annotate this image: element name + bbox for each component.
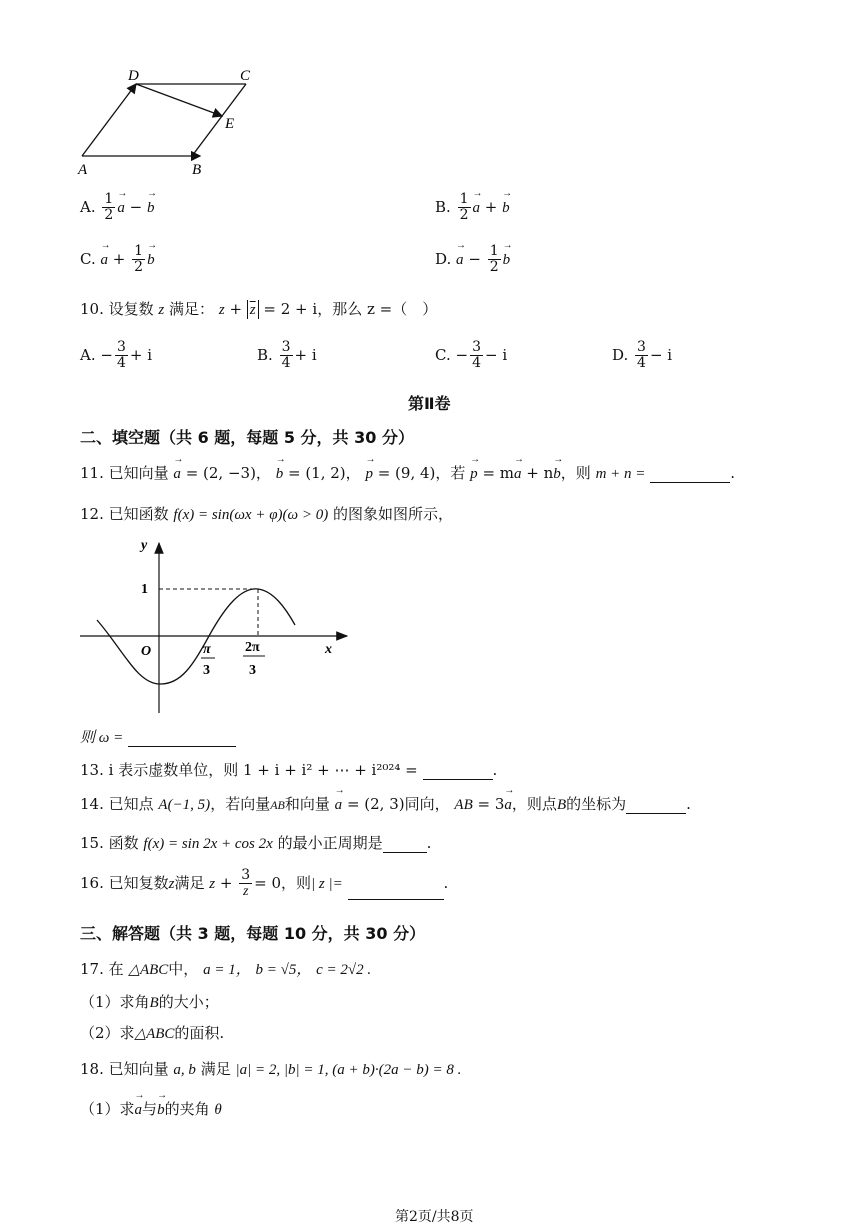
label-A: A xyxy=(78,162,88,178)
q18-part1: （1）求→ a与→ b的夹角 θ xyxy=(80,1098,222,1119)
q10-option-d: D. $\frac{3}{4}$ − i xyxy=(612,339,673,372)
q18-stem: 18. 已知向量 a, b 满足 |a| = 2, |b| = 1, (a + b)·(2a − b) = 8 . xyxy=(80,1060,462,1078)
answer-blank[interactable] xyxy=(650,468,730,483)
q9-option-d: D. → a − $\frac{1}{2}$ → b xyxy=(435,244,510,276)
parallelogram-figure xyxy=(70,60,270,180)
origin-label: O xyxy=(141,644,152,659)
y-axis-label: y xyxy=(141,538,148,553)
answer-blank[interactable] xyxy=(348,885,444,900)
q17-part2: （2）求△ABC的面积. xyxy=(80,1024,225,1042)
q16: 16. 已知复数z满足 z + $\frac{3}{z}$ = 0，则| z |= . xyxy=(80,867,449,900)
q12-stem: 12. 已知函数 f(x) = sin(ωx + φ)(ω > 0) 的图象如图所示， xyxy=(80,505,454,523)
answer-blank[interactable] xyxy=(626,799,686,814)
answer-blank[interactable] xyxy=(423,765,493,780)
answer-blank[interactable] xyxy=(128,732,236,747)
q12-answer: 则 ω = xyxy=(80,726,236,747)
q15: 15. 函数 f(x) = sin 2x + cos 2x 的最小正周期是 . xyxy=(80,834,432,852)
label-D: D xyxy=(128,68,139,84)
label-B: B xyxy=(192,162,202,178)
section3-title: 三、解答题（共 3 题，每题 10 分，共 30 分） xyxy=(80,924,426,943)
q17-stem: 17. 在 △ABC中， a = 1， b = √5， c = 2√2 . xyxy=(80,960,372,978)
q10-option-a: A. − $\frac{3}{4}$ + i xyxy=(80,339,153,372)
label-E: E xyxy=(225,116,235,132)
q9-option-c: C. → a + $\frac{1}{2}$ → b xyxy=(80,244,155,276)
section2-title: 二、填空题（共 6 题，每题 5 分，共 30 分） xyxy=(80,428,414,447)
sine-graph xyxy=(75,535,360,720)
x-tick-2pi-num: 2π xyxy=(245,640,260,655)
page-footer: 第2页/共8页 xyxy=(395,1209,474,1225)
volume-title: 第Ⅱ卷 xyxy=(408,394,451,413)
q17-part1: （1）求角B的大小； xyxy=(80,993,219,1011)
q10-option-c: C. − $\frac{3}{4}$ − i xyxy=(435,339,508,372)
answer-blank[interactable] xyxy=(383,838,427,853)
q10-option-b: B. $\frac{3}{4}$ + i xyxy=(257,339,317,372)
y-tick-1: 1 xyxy=(141,582,148,597)
x-tick-pi-num: π xyxy=(203,642,211,657)
x-tick-2pi-den: 3 xyxy=(249,663,256,678)
q11: 11. 已知向量 → a = (2, −3)， → b = (1, 2)， → p = (9, 4)，若 → p = m→ a + n→ b，则 m + n = . xyxy=(80,462,735,483)
x-axis-label: x xyxy=(325,642,332,657)
q13: 13. i 表示虚数单位，则 1 + i + i² + ⋯ + i²⁰²⁴ = . xyxy=(80,761,498,779)
q9-option-a: A. $\frac{1}{2}$ → a − → b xyxy=(80,192,154,224)
q10-stem: 10. 设复数 z 满足： $z + \overline{z} = 2 + i$，那么 z =（ ） xyxy=(80,300,438,318)
q9-option-b: B. $\frac{1}{2}$ → a + → b xyxy=(435,192,510,224)
x-tick-pi-den: 3 xyxy=(203,663,210,678)
label-C: C xyxy=(240,68,251,84)
q14: 14. 已知点 A(−1, 5)，若向量AB和向量 → a = (2, 3)同向， AB = 3→ a，则点B的坐标为 . xyxy=(80,793,691,814)
